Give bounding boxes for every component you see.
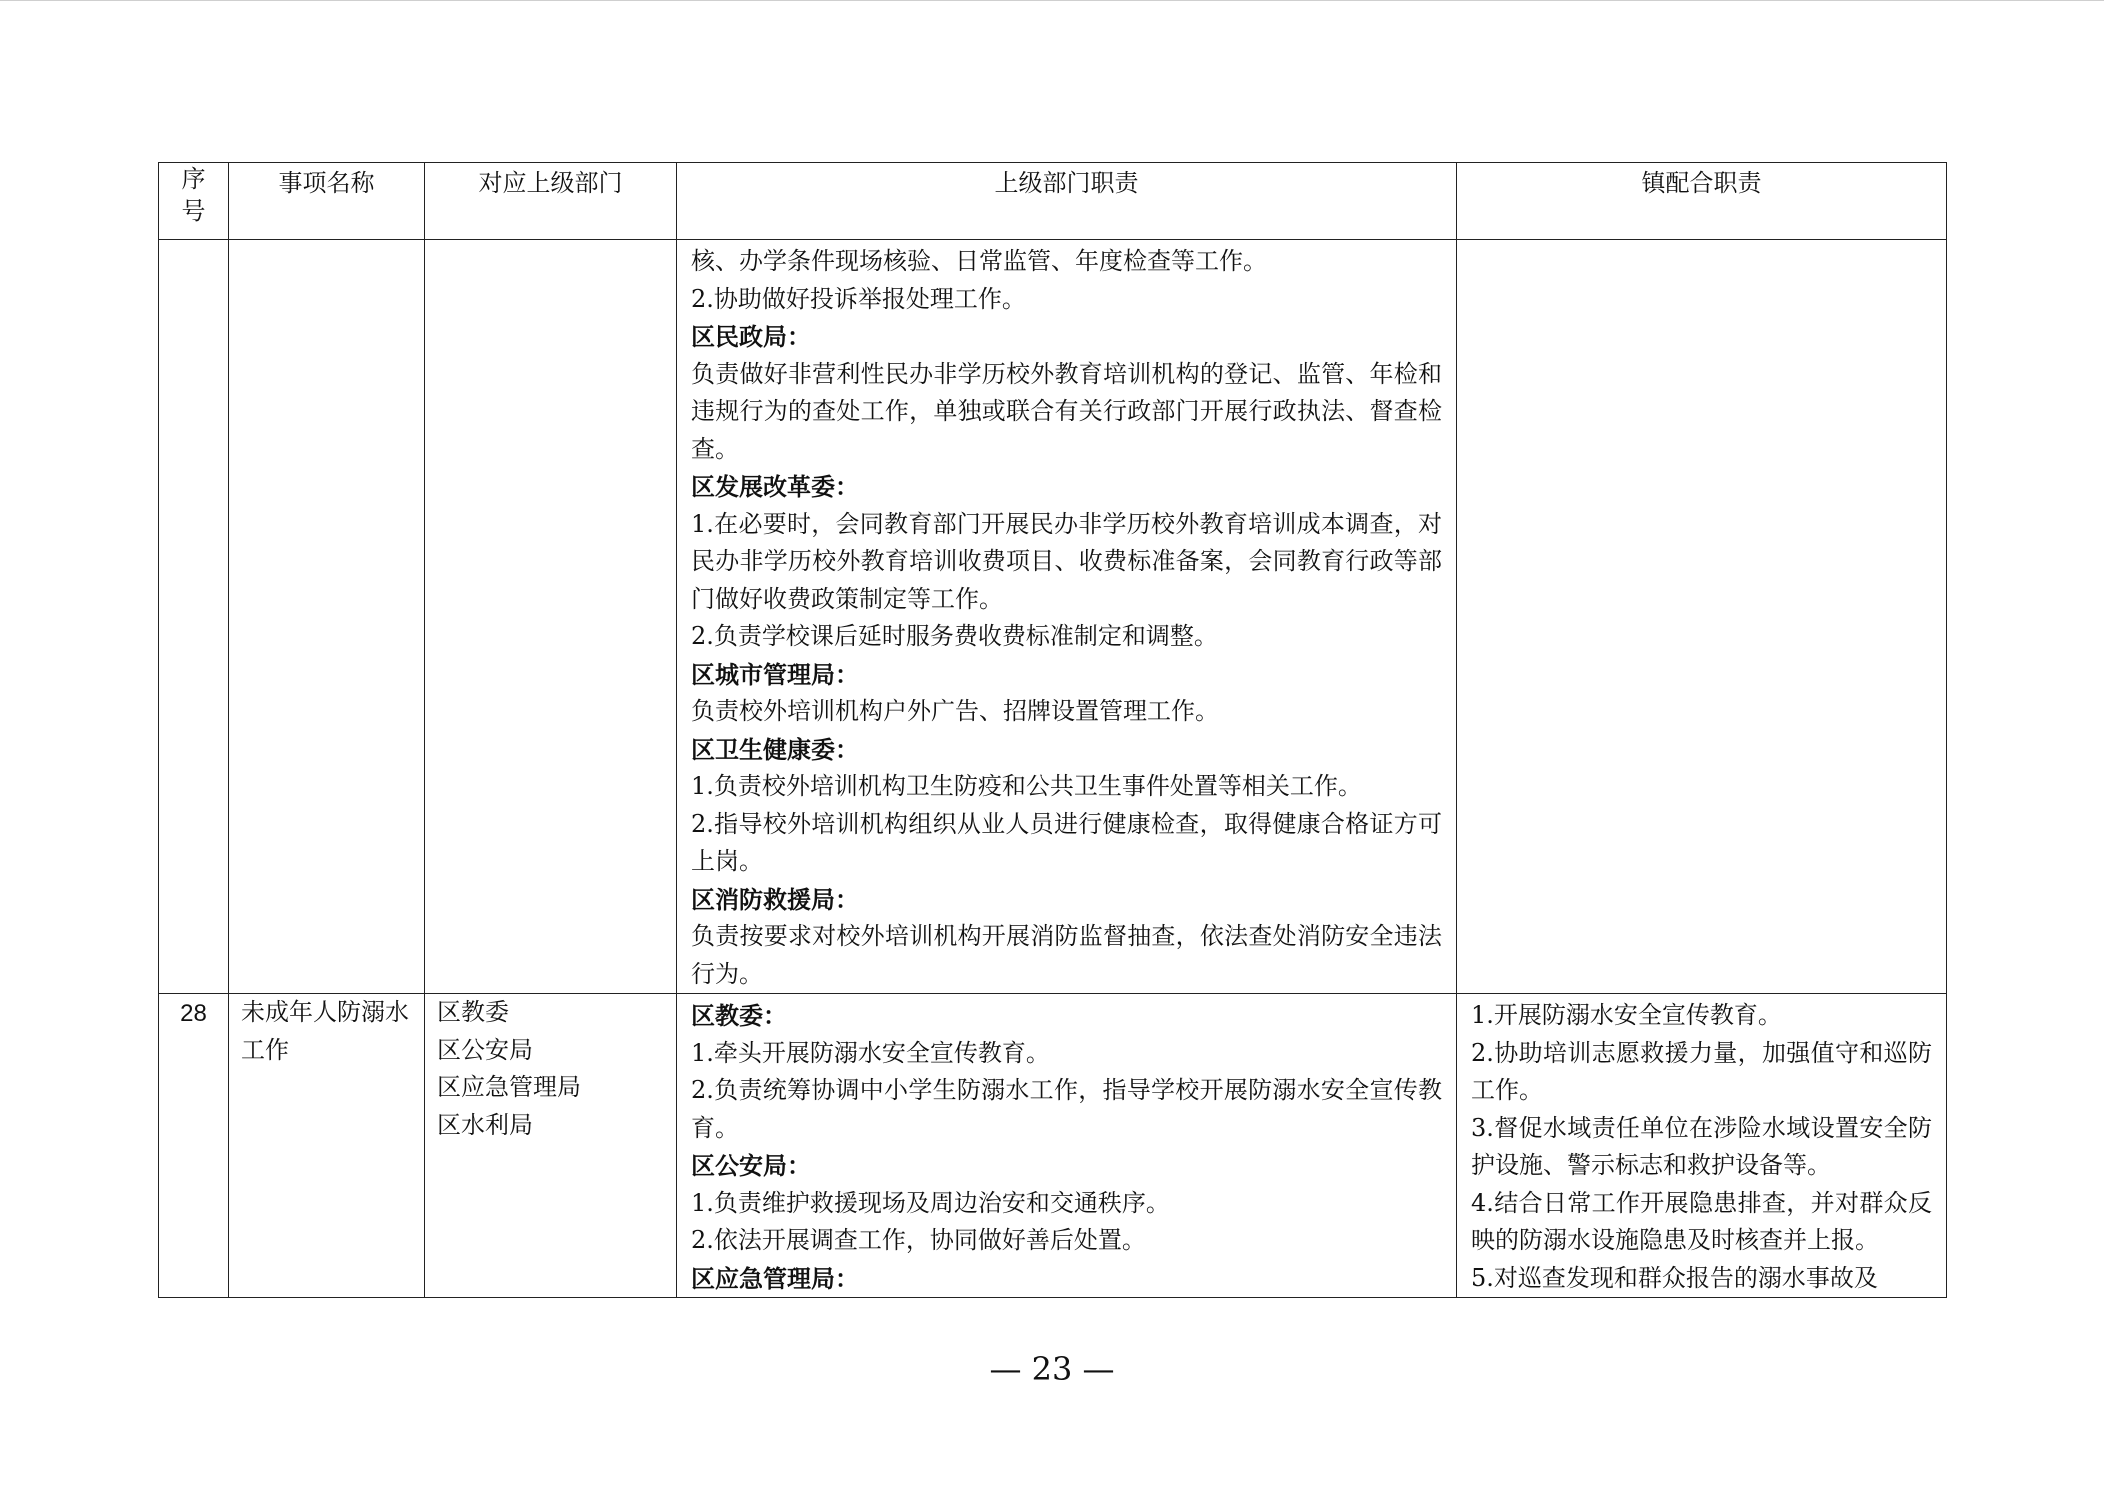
row-cont-seq (159, 240, 229, 994)
page-number: — 23 — (989, 1350, 1115, 1388)
row-28-upper-duty (677, 994, 1457, 1298)
duty-paragraph: 负责校外培训机构户外广告、招牌设置管理工作。 (691, 697, 1219, 725)
header-upper-duty: 上级部门职责 (677, 163, 1457, 240)
dept-heading: 区卫生健康委： (691, 734, 859, 764)
dept-heading: 区发展改革委： (691, 472, 859, 501)
dept-heading: 区应急管理局： (691, 1263, 859, 1293)
duty-table (158, 162, 1947, 1298)
row-cont-upper-duty (677, 240, 1457, 994)
duty-paragraph: 1.在必要时，会同教育部门开展民办非学历校外教育培训成本调查，对民办非学历校外教育培训收费项目、收费标准备案，会同教育行政等部门做好收费政策制定等工作。 (691, 509, 1442, 613)
table-row-28 (159, 994, 1947, 1298)
duty-paragraph: 负责按要求对校外培训机构开展消防监督抽查，依法查处消防安全违法行为。 (691, 922, 1442, 988)
header-upper-dept: 对应上级部门 (425, 163, 677, 240)
dept-heading: 区城市管理局： (691, 659, 859, 689)
table-row-continued (159, 240, 1947, 994)
duty-paragraph: 2.协助培训志愿救援力量，加强值守和巡防工作。 (1471, 1038, 1932, 1104)
dept-item: 区水利局 (437, 1110, 533, 1139)
duty-paragraph: 负责做好非营利性民办非学历校外教育培训机构的登记、监管、年检和违规行为的查处工作，单独或联合有关行政部门开展行政执法、督查检查。 (691, 359, 1442, 463)
dept-heading: 区教委： (691, 1001, 787, 1030)
dept-item: 区公安局 (437, 1035, 533, 1064)
duty-paragraph: 2.指导校外培训机构组织从业人员进行健康检查，取得健康合格证方可上岗。 (691, 809, 1442, 875)
row-cont-town-duty (1457, 240, 1947, 994)
duty-paragraph: 3.督促水域责任单位在涉险水域设置安全防护设施、警示标志和救护设备等。 (1471, 1113, 1932, 1179)
row-cont-item (229, 240, 425, 994)
dept-heading: 区消防救援局： (691, 884, 859, 914)
top-border-line (0, 0, 2104, 1)
row-28-item-name: 未成年人防溺水工作 (229, 994, 425, 1298)
duty-paragraph: 1.负责维护救援现场及周边治安和交通秩序。 (691, 1188, 1170, 1217)
row-28-seq: 28 (159, 994, 229, 1298)
duty-paragraph: 2.负责学校课后延时服务费收费标准制定和调整。 (691, 622, 1218, 650)
duty-paragraph: 4.结合日常工作开展隐患排查，并对群众反映的防溺水设施隐患及时核查并上报。 (1471, 1188, 1932, 1254)
dept-item: 区应急管理局 (437, 1073, 581, 1101)
row-cont-depts (425, 240, 677, 994)
dept-heading: 区民政局： (691, 322, 811, 351)
header-town-duty: 镇配合职责 (1457, 163, 1947, 240)
duty-paragraph: 2.依法开展调查工作，协同做好善后处置。 (691, 1226, 1146, 1254)
duty-paragraph: 核、办学条件现场核验、日常监管、年度检查等工作。 (691, 247, 1267, 275)
row-28-depts (425, 994, 677, 1298)
duty-paragraph: 1.负责校外培训机构卫生防疫和公共卫生事件处置等相关工作。 (691, 772, 1362, 800)
duty-paragraph: 1.开展防溺水安全宣传教育。 (1471, 1001, 1782, 1029)
header-seq: 序 号 (159, 163, 229, 240)
dept-item: 区教委 (437, 998, 509, 1026)
duty-paragraph: 2.负责统筹协调中小学生防溺水工作，指导学校开展防溺水安全宣传教育。 (691, 1076, 1442, 1142)
header-item-name: 事项名称 (229, 163, 425, 240)
table-header-row (159, 163, 1947, 240)
dept-heading: 区公安局： (691, 1151, 811, 1180)
duty-paragraph: 2.协助做好投诉举报处理工作。 (691, 284, 1026, 313)
duty-paragraph: 1.牵头开展防溺水安全宣传教育。 (691, 1038, 1050, 1067)
row-28-town-duty (1457, 994, 1947, 1298)
duty-paragraph: 5.对巡查发现和群众报告的溺水事故及 (1471, 1263, 1878, 1292)
